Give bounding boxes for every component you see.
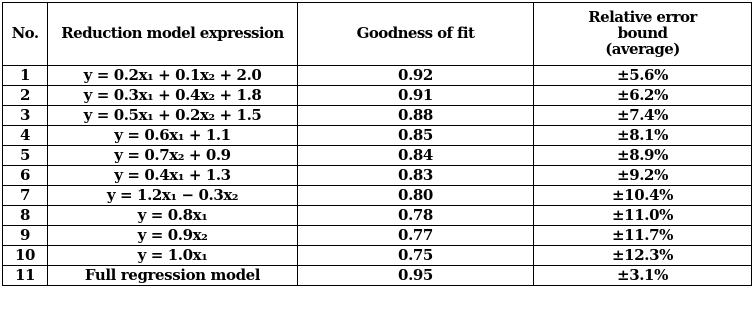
cell-relative-error: ±5.6% (534, 66, 752, 86)
cell-number: 5 (3, 146, 48, 166)
cell-model-expression: y = 0.2x₁ + 0.1x₂ + 2.0 (48, 66, 298, 86)
cell-relative-error: ±3.1% (534, 266, 752, 286)
table-row (3, 66, 752, 86)
cell-relative-error: ±7.4% (534, 106, 752, 126)
cell-model-expression: y = 0.3x₁ + 0.4x₂ + 1.8 (48, 86, 298, 106)
cell-model-expression: y = 1.2x₁ − 0.3x₂ (48, 186, 298, 206)
table-row (3, 86, 752, 106)
cell-relative-error: ±12.3% (534, 246, 752, 266)
cell-number: 9 (3, 226, 48, 246)
cell-number: 2 (3, 86, 48, 106)
table-row (3, 186, 752, 206)
header-goodness-of-fit: Goodness of fit (298, 3, 534, 66)
cell-goodness-of-fit: 0.88 (298, 106, 534, 126)
table-row (3, 126, 752, 146)
header-relative-error-bound (534, 3, 752, 66)
table-row (3, 106, 752, 126)
cell-model-expression: y = 0.4x₁ + 1.3 (48, 166, 298, 186)
cell-model-expression: y = 0.7x₂ + 0.9 (48, 146, 298, 166)
header-relative-error-text: Relative error bound (average) (588, 8, 697, 58)
table-row (3, 146, 752, 166)
cell-relative-error: ±11.7% (534, 226, 752, 246)
table-row (3, 206, 752, 226)
cell-goodness-of-fit: 0.95 (298, 266, 534, 286)
table-row (3, 166, 752, 186)
cell-model-expression: y = 0.8x₁ (48, 206, 298, 226)
cell-number: 10 (3, 246, 48, 266)
cell-relative-error: ±11.0% (534, 206, 752, 226)
header-number: No. (3, 3, 48, 66)
cell-number: 4 (3, 126, 48, 146)
cell-number: 6 (3, 166, 48, 186)
cell-goodness-of-fit: 0.78 (298, 206, 534, 226)
cell-relative-error: ±8.1% (534, 126, 752, 146)
table-row (3, 266, 752, 286)
cell-model-expression: y = 0.9x₂ (48, 226, 298, 246)
table-row (3, 226, 752, 246)
cell-goodness-of-fit: 0.84 (298, 146, 534, 166)
cell-relative-error: ±10.4% (534, 186, 752, 206)
header-model-expression: Reduction model expression (48, 3, 298, 66)
cell-goodness-of-fit: 0.83 (298, 166, 534, 186)
cell-goodness-of-fit: 0.92 (298, 66, 534, 86)
cell-goodness-of-fit: 0.85 (298, 126, 534, 146)
table-row (3, 246, 752, 266)
cell-number: 11 (3, 266, 48, 286)
cell-model-expression: y = 1.0x₁ (48, 246, 298, 266)
cell-relative-error: ±9.2% (534, 166, 752, 186)
cell-model-expression: y = 0.5x₁ + 0.2x₂ + 1.5 (48, 106, 298, 126)
cell-relative-error: ±6.2% (534, 86, 752, 106)
cell-goodness-of-fit: 0.75 (298, 246, 534, 266)
cell-number: 8 (3, 206, 48, 226)
cell-goodness-of-fit: 0.80 (298, 186, 534, 206)
results-table (2, 2, 752, 286)
cell-relative-error: ±8.9% (534, 146, 752, 166)
cell-number: 3 (3, 106, 48, 126)
table-header-row (3, 3, 752, 66)
cell-goodness-of-fit: 0.91 (298, 86, 534, 106)
cell-goodness-of-fit: 0.77 (298, 226, 534, 246)
cell-number: 7 (3, 186, 48, 206)
cell-number: 1 (3, 66, 48, 86)
table-body (3, 66, 752, 286)
cell-model-expression: y = 0.6x₁ + 1.1 (48, 126, 298, 146)
cell-model-expression: Full regression model (48, 266, 298, 286)
